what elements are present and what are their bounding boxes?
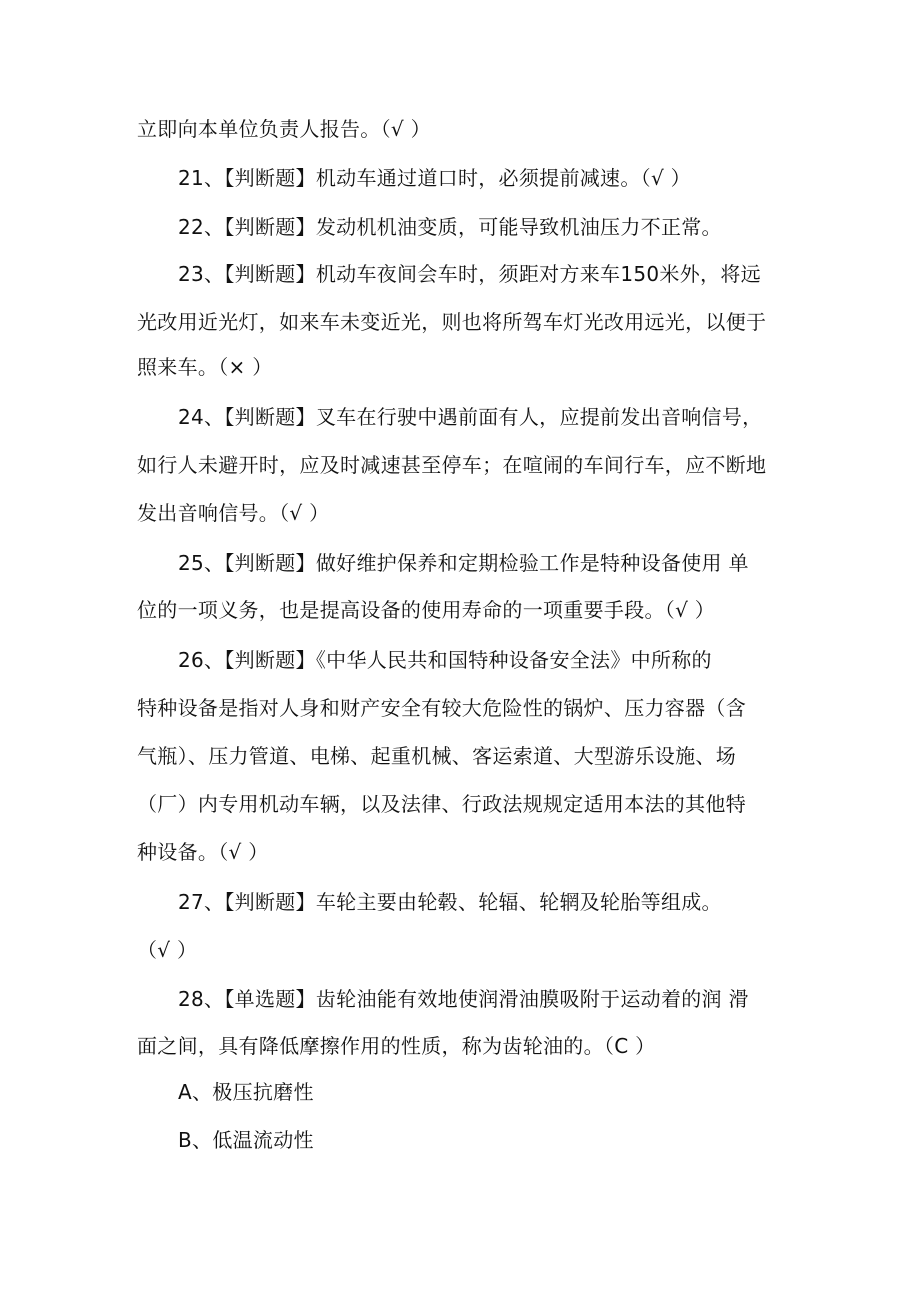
text-line: （厂）内专用机动车辆，以及法律、行政法规规定适用本法的其他特 — [137, 792, 746, 816]
text-line: 照来车。（× ） — [137, 355, 273, 379]
question-23-line: 23、【判断题】机动车夜间会车时，须距对方来车150米外，将远 — [178, 262, 761, 286]
option-b-line: B、低温流动性 — [178, 1128, 314, 1152]
option-a-line: A、极压抗磨性 — [178, 1080, 314, 1104]
text-line: 如行人未避开时，应及时减速甚至停车；在喧闹的车间行车，应不断地 — [137, 453, 767, 477]
text-line: 发出音响信号。（√ ） — [137, 501, 330, 525]
question-25-line: 25、【判断题】做好维护保养和定期检验工作是特种设备使用 单 — [178, 551, 749, 575]
text-line: 面之间，具有降低摩擦作用的性质，称为齿轮油的。（C ） — [137, 1034, 656, 1058]
text-line: 光改用近光灯，如来车未变近光，则也将所驾车灯光改用远光，以便于 — [137, 310, 767, 334]
text-line: 位的一项义务，也是提高设备的使用寿命的一项重要手段。（√ ） — [137, 598, 716, 622]
text-line: 种设备。（√ ） — [137, 840, 269, 864]
text-line: 气瓶）、压力管道、电梯、起重机械、客运索道、大型游乐设施、场 — [137, 744, 736, 768]
question-22-line: 22、【判断题】发动机机油变质，可能导致机油压力不正常。 — [178, 215, 722, 239]
text-line: 立即向本单位负责人报告。（√ ） — [137, 117, 431, 141]
question-27-line: 27、【判断题】车轮主要由轮毂、轮辐、轮辋及轮胎等组成。 — [178, 890, 722, 914]
text-line: 特种设备是指对人身和财产安全有较大危险性的锅炉、压力容器（含 — [137, 696, 746, 720]
question-28-line: 28、【单选题】齿轮油能有效地使润滑油膜吸附于运动着的润 滑 — [178, 987, 749, 1011]
question-21-line: 21、【判断题】机动车通过道口时，必须提前减速。（√ ） — [178, 166, 691, 190]
text-line: （√ ） — [137, 938, 198, 962]
question-24-line: 24、【判断题】叉车在行驶中遇前面有人，应提前发出音响信号， — [178, 405, 763, 429]
question-26-line: 26、【判断题】《中华人民共和国特种设备安全法》中所称的 — [178, 648, 712, 672]
